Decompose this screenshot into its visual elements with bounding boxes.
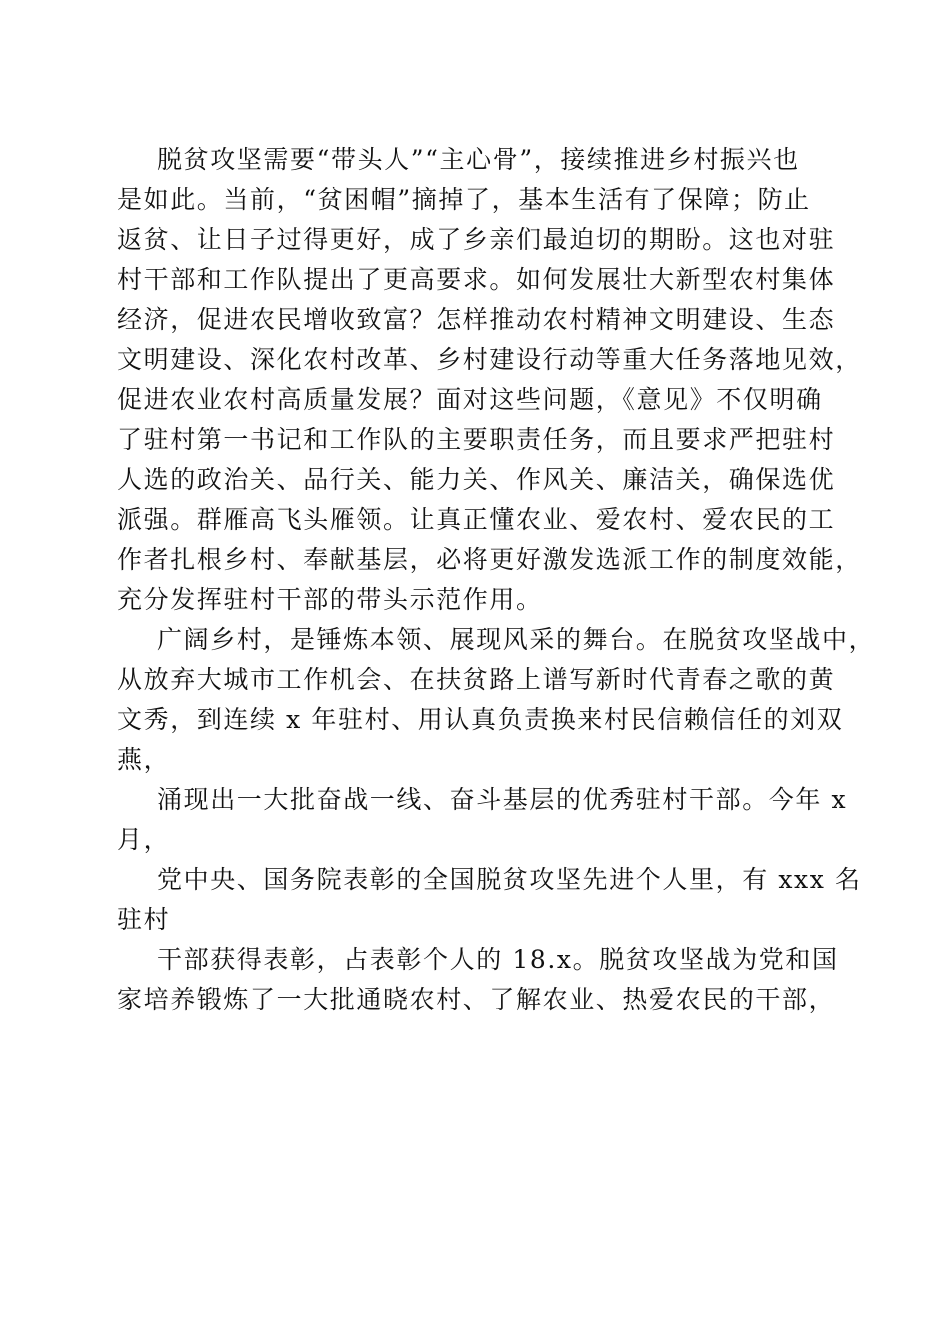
text-line: 派强。群雁高飞头雁领。让真正懂农业、爱农村、爱农民的工 [117,505,836,534]
text-line: 返贫、让日子过得更好，成了乡亲们最迫切的期盼。这也对驻 [117,225,836,254]
text-line: 了驻村第一书记和工作队的主要职责任务，而且要求严把驻村 [117,425,836,454]
text-line: 促进农业农村高质量发展？面对这些问题，《意见》不仅明确 [117,385,823,414]
text-line: 驻村 [117,905,171,934]
text-line: 涌现出一大批奋战一线、奋斗基层的优秀驻村干部。今年 x [157,785,848,814]
text-line: 燕， [117,745,171,774]
text-line: 文明建设、深化农村改革、乡村建设行动等重大任务落地见效， [117,345,862,374]
text-line: 从放弃大城市工作机会、在扶贫路上谱写新时代青春之歌的黄 [117,665,836,694]
text-line: 干部获得表彰，占表彰个人的 18.x。脱贫攻坚战为党和国 [157,945,839,974]
text-line: 广阔乡村，是锤炼本领、展现风采的舞台。在脱贫攻坚战中， [157,625,876,654]
document-body [117,140,876,1020]
text-line: 人选的政治关、品行关、能力关、作风关、廉洁关，确保选优 [117,465,836,494]
text-line: 是如此。当前，“贫困帽”摘掉了，基本生活有了保障；防止 [117,185,811,214]
text-line: 文秀，到连续 x 年驻村、用认真负责换来村民信赖信任的刘双 [117,705,844,734]
text-line: 月， [117,825,171,854]
text-line: 经济，促进农民增收致富？怎样推动农村精神文明建设、生态 [117,305,836,334]
text-line: 党中央、国务院表彰的全国脱贫攻坚先进个人里，有 xxx 名 [157,865,862,894]
text-line: 充分发挥驻村干部的带头示范作用。 [117,585,543,614]
text-line: 家培养锻炼了一大批通晓农村、了解农业、热爱农民的干部， [117,985,836,1014]
text-line: 脱贫攻坚需要“带头人”“主心骨”，接续推进乡村振兴也 [157,145,800,174]
text-line: 村干部和工作队提出了更高要求。如何发展壮大新型农村集体 [117,265,836,294]
text-line: 作者扎根乡村、奉献基层，必将更好激发选派工作的制度效能， [117,545,862,574]
